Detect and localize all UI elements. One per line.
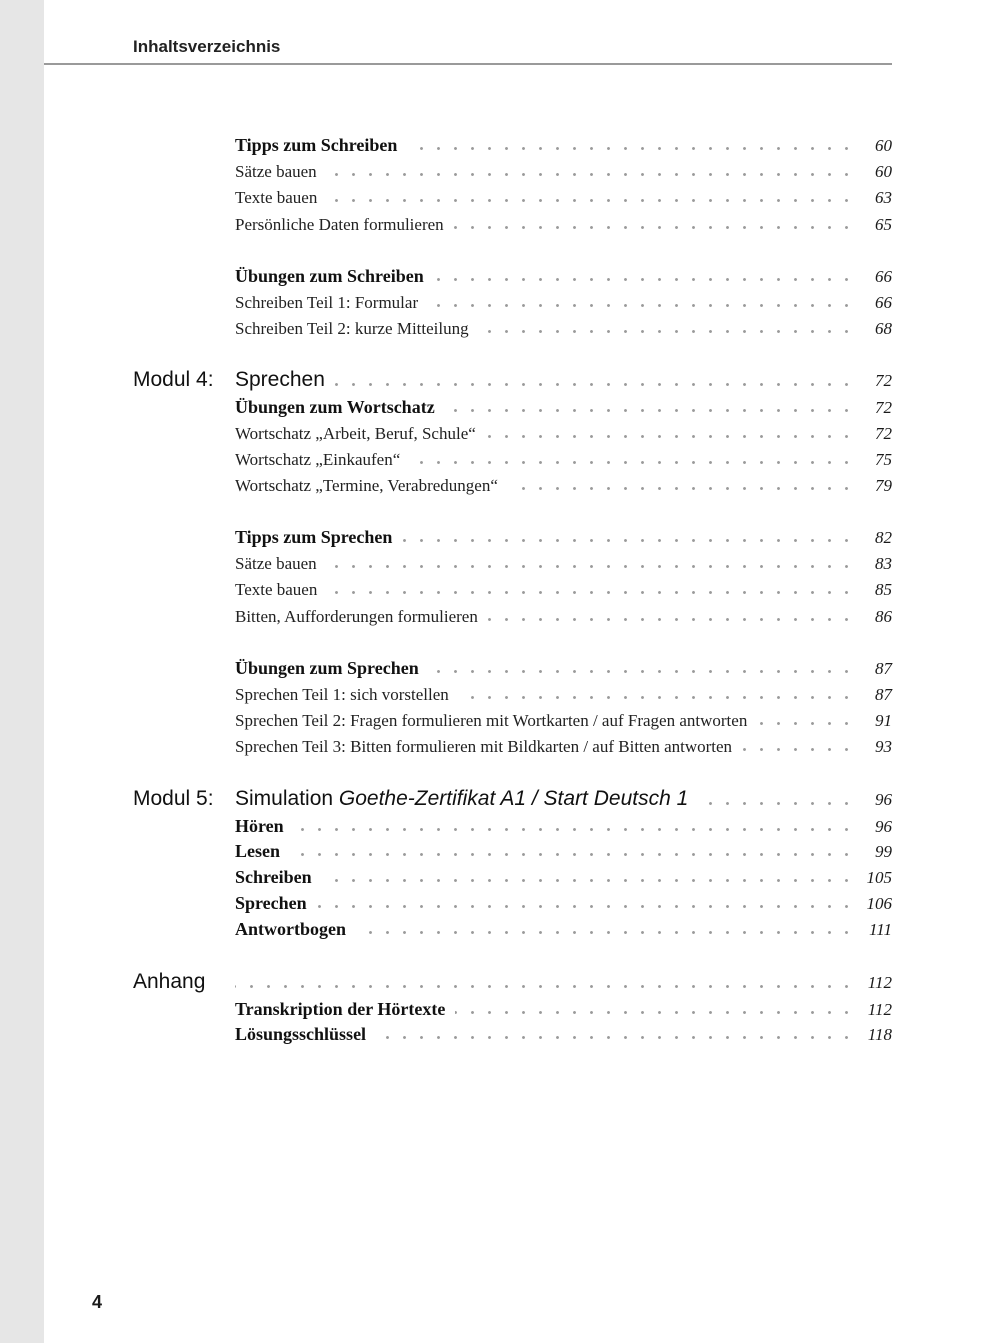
entry-title-text: Persönliche Daten formulieren — [235, 215, 444, 234]
entry-title-text: Sprechen — [235, 368, 325, 391]
dot-leader — [488, 618, 855, 621]
dot-leader — [698, 802, 855, 805]
entry-title-text: Sprechen — [235, 893, 307, 913]
toc-entry[interactable] — [0, 418, 1000, 444]
entry-title-text: Sätze bauen — [235, 162, 317, 181]
entry-title — [235, 188, 317, 208]
page-reference: 68 — [875, 319, 892, 338]
page-reference: 60 — [875, 162, 892, 181]
toc-entry[interactable] — [0, 182, 1000, 208]
entry-title-text: Sprechen Teil 2: Fragen formulieren mit Wortkarten / auf Fragen antworten — [235, 711, 748, 730]
toc-entry[interactable] — [0, 261, 1000, 287]
page-reference: 75 — [875, 450, 892, 469]
page-reference: 118 — [867, 1025, 892, 1044]
entry-title — [235, 293, 418, 313]
toc-entry[interactable] — [0, 209, 1000, 235]
entry-title — [235, 527, 392, 548]
dot-leader — [429, 670, 855, 673]
entry-title — [235, 397, 435, 418]
page-reference: 93 — [875, 737, 892, 756]
entry-title — [235, 658, 419, 679]
dot-leader — [454, 226, 855, 229]
entry-title — [235, 368, 325, 392]
page-reference: 82 — [875, 528, 892, 547]
entry-title-text: Übungen zum Sprechen — [235, 658, 419, 678]
page-reference: 87 — [875, 685, 892, 704]
module-number: Anhang — [133, 970, 206, 993]
running-head: Inhaltsverzeichnis — [133, 37, 281, 56]
entry-title-text: Tipps zum Schreiben — [235, 135, 398, 155]
page-reference: 111 — [869, 920, 892, 939]
entry-title — [235, 816, 284, 837]
toc-entry[interactable] — [0, 444, 1000, 470]
entry-title — [235, 215, 444, 235]
page-reference: 99 — [875, 842, 892, 861]
entry-title — [235, 319, 469, 339]
toc-entry[interactable] — [0, 156, 1000, 182]
dot-leader — [376, 1036, 855, 1039]
entry-title-text: Sprechen Teil 1: sich vorstellen — [235, 685, 449, 704]
dot-leader — [322, 879, 855, 882]
dot-leader — [356, 931, 855, 934]
entry-title-text: Hören — [235, 816, 284, 836]
page-reference: 72 — [875, 398, 892, 417]
toc-entry[interactable] — [0, 548, 1000, 574]
entry-title-text: Texte bauen — [235, 580, 318, 599]
module-number: Modul 4: — [133, 368, 214, 391]
dot-leader — [402, 539, 855, 542]
dot-leader — [407, 147, 855, 150]
toc-entry[interactable] — [0, 130, 1000, 156]
entry-title-text: Antwortbogen — [235, 919, 346, 939]
entry-title — [235, 135, 397, 156]
toc-entry[interactable] — [0, 679, 1000, 705]
page-reference: 86 — [875, 607, 892, 626]
page-reference: 106 — [866, 894, 892, 913]
entry-title-text: Sprechen Teil 3: Bitten formulieren mit Bildkarten / auf Bitten antworten — [235, 737, 733, 756]
dot-leader — [445, 409, 855, 412]
toc-entry[interactable] — [0, 964, 1000, 994]
toc-entry[interactable] — [0, 522, 1000, 548]
entry-title — [235, 787, 688, 811]
page-reference: 96 — [875, 790, 892, 809]
dot-leader — [317, 905, 855, 908]
page-reference: 63 — [875, 188, 892, 207]
dot-leader — [434, 278, 855, 281]
dot-leader — [459, 696, 855, 699]
entry-title-text: Transkription der Hörtexte — [235, 999, 446, 1019]
entry-title-text: Wortschatz „Termine, Verabredungen“ — [235, 476, 498, 495]
entry-title-text: Texte bauen — [235, 188, 318, 207]
dot-leader — [486, 435, 855, 438]
entry-title-text: Schreiben Teil 1: Formular — [235, 293, 419, 312]
page-reference: 112 — [867, 1000, 892, 1019]
toc-entry[interactable] — [0, 705, 1000, 731]
dot-leader — [410, 461, 855, 464]
toc-entry[interactable] — [0, 914, 1000, 940]
entry-title-text: Sätze bauen — [235, 554, 317, 573]
dot-leader — [235, 985, 855, 988]
entry-title — [235, 1024, 366, 1045]
dot-leader — [757, 722, 855, 725]
dot-leader — [327, 591, 855, 594]
toc-entry[interactable] — [0, 287, 1000, 313]
page-reference: 83 — [875, 554, 892, 573]
page-reference: 112 — [867, 973, 892, 992]
dot-leader — [742, 748, 855, 751]
entry-title — [235, 893, 307, 914]
entry-title — [235, 580, 317, 600]
toc-entry[interactable] — [0, 1019, 1000, 1045]
entry-title-text: Bitten, Aufforderungen formulieren — [235, 607, 478, 626]
toc-entry[interactable] — [0, 362, 1000, 392]
toc-entry[interactable] — [0, 731, 1000, 757]
entry-title — [235, 266, 424, 287]
page-reference: 72 — [875, 424, 892, 443]
page-number: 4 — [92, 1292, 103, 1312]
dot-leader — [479, 330, 855, 333]
page-reference: 60 — [875, 136, 892, 155]
toc-entry[interactable] — [0, 811, 1000, 837]
toc-entry[interactable] — [0, 781, 1000, 811]
toc-entry[interactable] — [0, 862, 1000, 888]
dot-leader — [327, 565, 855, 568]
dot-leader — [455, 1011, 855, 1014]
page-reference: 91 — [875, 711, 892, 730]
entry-title-text: Wortschatz „Arbeit, Beruf, Schule“ — [235, 424, 476, 443]
entry-title — [235, 737, 732, 757]
dot-leader — [327, 173, 855, 176]
entry-title — [235, 554, 317, 574]
entry-title — [235, 841, 280, 862]
entry-title-text: Übungen zum Wortschatz — [235, 397, 435, 417]
page-reference: 72 — [875, 371, 892, 390]
entry-title-text: Simulation — [235, 787, 334, 810]
toc-entry[interactable] — [0, 888, 1000, 914]
dot-leader — [335, 383, 855, 386]
entry-title — [235, 919, 346, 940]
entry-title — [235, 424, 476, 444]
dot-leader — [508, 487, 855, 490]
entry-title — [235, 450, 400, 470]
entry-title — [235, 999, 445, 1020]
toc-entry[interactable] — [0, 653, 1000, 679]
entry-title — [235, 685, 449, 705]
entry-title — [235, 162, 317, 182]
entry-title-italic: Goethe-Zertifikat A1 / Start Deutsch 1 — [338, 787, 689, 810]
entry-title-text: Tipps zum Sprechen — [235, 527, 393, 547]
dot-leader — [428, 304, 855, 307]
entry-title-text: Schreiben — [235, 867, 312, 887]
toc-entry[interactable] — [0, 313, 1000, 339]
entry-title — [235, 607, 478, 627]
toc-entry[interactable] — [0, 601, 1000, 627]
page-reference: 66 — [875, 267, 892, 286]
entry-title-text: Schreiben Teil 2: kurze Mitteilung — [235, 319, 469, 338]
entry-title-text: Lesen — [235, 841, 280, 861]
page-reference: 105 — [866, 868, 892, 887]
dot-leader — [294, 828, 855, 831]
module-number: Modul 5: — [133, 787, 214, 810]
page-reference: 96 — [875, 817, 892, 836]
header-rule — [44, 63, 892, 65]
dot-leader — [327, 199, 855, 202]
page-reference: 87 — [875, 659, 892, 678]
toc-entry[interactable] — [0, 994, 1000, 1020]
page-reference: 65 — [875, 215, 892, 234]
dot-leader — [290, 853, 855, 856]
entry-title-text: Wortschatz „Einkaufen“ — [235, 450, 401, 469]
entry-title-text: Übungen zum Schreiben — [235, 266, 424, 286]
entry-title — [235, 867, 312, 888]
toc-entry[interactable] — [0, 470, 1000, 496]
entry-title-text: Lösungsschlüssel — [235, 1024, 367, 1044]
entry-title — [235, 476, 498, 496]
entry-title — [235, 711, 747, 731]
page-reference: 79 — [875, 476, 892, 495]
page-reference: 66 — [875, 293, 892, 312]
toc-entry[interactable] — [0, 574, 1000, 600]
toc-entry[interactable] — [0, 836, 1000, 862]
page-reference: 85 — [875, 580, 892, 599]
toc-entry[interactable] — [0, 392, 1000, 418]
